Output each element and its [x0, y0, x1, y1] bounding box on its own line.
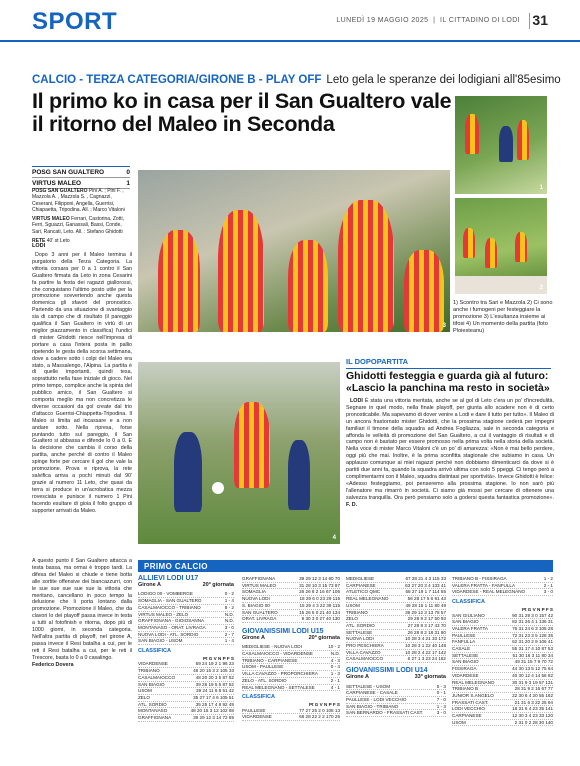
- team-name: TRIBIANO B - FISSIRAGA: [452, 576, 507, 581]
- team-name: VIDARDENSE: [138, 661, 168, 667]
- article-body: Dopo 3 anni per il Maleo termina il purgatorio della Terza Categoria. La vittoria corsara per 0 a 1 contro il San Gualtero firmata da Leto in zona Cesarini fa partire la festa dei ragazzi giallorossi, che conquistano l'ultimo posto utile per la promozione sovvertendo anche questa domenica gli sfavori del pronostico. Partendo da una situazione di svantaggio sia di campo che di risultato (il pareggio qualifica il San Gualtero in virtù di un miglior piazzamento in classifica) l'undici di mister Ghidotti riesce nell'impresa di portare a casa l'intera posta in pallio ripetendo le gesta della scorsa settimana, dove a cadere sotto i colpi del Maleo era stato, a Massalengo, l'Alpina. La partita è di quelle importanti, quindi tesa, soprattutto nella fase iniziale di gioco. Nel primo tempo, complice anche la spinta del pubblico amico, il San Gualtero si comporta meglio ma non concretizza le diverse occasioni da gol create dal trio d'attacco Guerrisi-Chiappetta-Tripodina. Il Maleo si limita ad incassare e a non andare sotto. Nella ripresa, forse puntando tutto sul pareggio, il San Gualtero si abbassa e difende lo 0 a 0. E la decisione che cambia il corso della partita, anche perché di contro il Maleo spinge forte per cercare il gol che vale la promozione. Prova e riprova, la rete salvifica arriva a pochi minuti dal 90' grazie al numero 11 Leto, che quasi da terra si produce in un'acrobatica mezza rovesciata e punisce il numero 1 Pini facendo esultare di gioia il folto gruppo di supporter arrivati da Maleo.: [32, 252, 132, 514]
- result-row: [242, 671, 340, 678]
- standings-title: CLASSIFICA: [452, 599, 485, 606]
- girone-line: [346, 675, 446, 681]
- standings-head: Pt G V N P F S: [308, 701, 340, 707]
- values: 48 20 15 3 12 102 68: [190, 708, 234, 714]
- standing-row: [452, 720, 553, 727]
- standing-row: [242, 610, 340, 617]
- team-name: SAN BIAGIO: [452, 659, 479, 665]
- result-row: [138, 612, 234, 619]
- team-name: MONTANASO: [138, 708, 168, 714]
- primo-calcio-bar: PRIMO CALCIO: [138, 560, 553, 572]
- values: 22 30 6 4 20 55 162: [512, 692, 553, 698]
- standing-row: [346, 623, 446, 630]
- standing-row: [452, 646, 553, 653]
- values: 82 31 26 4 1 136 31: [512, 619, 553, 625]
- team-name: SETTALESE: [346, 629, 373, 635]
- team-name: GRAFFIGNANA: [242, 576, 276, 581]
- standing-row: [452, 653, 553, 660]
- standing-row: [242, 589, 340, 596]
- values: 12 30 3 4 23 33 120: [512, 713, 553, 719]
- result-row: [242, 658, 340, 665]
- values: 1 - 4: [224, 598, 234, 604]
- values: 55 31 17 4 10 87 53: [512, 646, 553, 652]
- side-headline: Ghidotti festeggia e guarda già al futuro: «Lascio la panchina ma resto in società»: [346, 370, 550, 394]
- team-name: SETTALESE - USOM: [346, 683, 391, 689]
- results-col-2: [242, 576, 340, 721]
- team-name: SOMAGLIA: [242, 589, 266, 595]
- team-name: NUOVA LODI - ATL. SORDIO: [138, 631, 199, 637]
- values: 26 28 8 2 18 31 80: [407, 629, 446, 635]
- side-body: LODI È stata una vittoria meritata, anche se al gol di Leto c'era un po' d'incredulità. Segnare in quel modo, nella finale playoff, per giunta allo scadere non è di certo pronosticabile. Ma sapevamo di dover venire a Lodi e dare il tutto per tutto». Il Maleo di un ancora frastornato mister Ghidotti, che la prossima stagione cederà per impegni familiari il timone della squadra ad Andrea Fogliazza, sale in seconda categoria e affonda le velleità di promozione del San Gualtero, a cui il vantaggio di risultati e di campo non è bastato per essere promosso nella prima volta nella storia della società. Nella voce di mister Marco Vitaloni c'è un po' di amarezza: «Non è mai bello perdere, oggi più che mai. Inoltre, è la prima sconfitta stagionale che subiamo in casa. Un applauso comunque ai miei ragazzi perché non dobbiamo dimenticarci da dove si è partiti due anni fa, quando la squadra arrivò ultima con solo 5 ppeggi. Ci tengo però a complimentarmi con il Maleo, squadra distintasi per sportività». Invece Ghidotti è felice: «Adesso festeggiamo, poi penseremo alla prossima stagione. Io non sarò più l'allenatore ma rimarrò in società. Ci siamo già mossi per cercare di ottenere una salvezza tranquilla. Ora però pensiamo solo a godersi questa fantastica promozione». F. D.: [346, 398, 555, 508]
- section-title: SPORT: [32, 8, 118, 35]
- values: 0 - 4: [330, 664, 340, 670]
- team-name: CARPIANESE: [346, 582, 376, 588]
- values: 63 27 20 3 4 133 41: [405, 582, 446, 588]
- team-name: CASALMAIOCCO: [346, 656, 384, 662]
- result-row: [138, 625, 234, 632]
- standings-head: Pt G V N P F S: [521, 606, 553, 612]
- team-name: VILLA CAVAZZO: [346, 649, 381, 655]
- dateline: LODI: [32, 243, 46, 249]
- standings-head: Pt G V N P F S: [202, 655, 234, 661]
- values: 0 - 1: [436, 690, 446, 696]
- values: 68 28 22 2 2 170 26: [299, 714, 340, 720]
- values: 76 31 24 6 3 105 28: [512, 625, 553, 631]
- standing-row: [138, 675, 234, 682]
- values: 4 - 1: [330, 684, 340, 690]
- standing-row: [452, 659, 553, 666]
- standing-row: [452, 619, 553, 626]
- values: 10 28 3 4 21 33 172: [405, 636, 446, 642]
- result-row: [242, 664, 340, 671]
- team-name: LODIGO 00 - VOMBERGE: [138, 591, 193, 597]
- team-name: VIRTUS MALEO - ZELO: [138, 611, 189, 617]
- girone: Girone A: [346, 673, 370, 680]
- standing-row: [346, 643, 446, 650]
- standing-row: [242, 708, 340, 715]
- values: 30 31 9 3 19 57 131: [512, 679, 553, 685]
- result-row: [138, 632, 234, 639]
- team-name: PRO PESCHIERA: [346, 643, 384, 649]
- girone: Girone A: [138, 581, 162, 588]
- team-name: USOM: [346, 602, 360, 608]
- team-name: FISSIRAGA: [452, 666, 477, 672]
- values: 1 - 3: [436, 703, 446, 709]
- values: 58 27 19 1 7 114 55: [405, 589, 446, 595]
- results-col-4: [452, 576, 553, 726]
- team-name: TRIBIANO B: [452, 686, 479, 692]
- values: 4 - 3: [330, 657, 340, 663]
- standing-row: [242, 616, 340, 623]
- values: 2 - 1: [330, 677, 340, 683]
- standing-row: [452, 633, 553, 640]
- values: 8 - 2: [224, 604, 234, 610]
- values: 21 31 6 3 22 25 94: [514, 699, 553, 705]
- values: 39 29 12 3 14 72 85: [193, 715, 234, 721]
- values: 15 29 4 3 22 38 115: [299, 602, 340, 608]
- girone: Girone A: [242, 634, 266, 641]
- team-name: ORAT. LIVRAGA: [242, 616, 277, 622]
- photo-caption: 1) Scontro tra Sari e Mazzola 2) Ci sono anche i fumogeni per festeggiare la promozione 3) L'esultanza insieme ai tifosi 4) Un momento della partita (foto Ploiesteanu): [453, 300, 553, 334]
- standing-row: [452, 713, 553, 720]
- standing-row: [452, 613, 553, 620]
- standing-row: [452, 680, 553, 687]
- values: 62 31 20 2 9 106 41: [512, 639, 553, 645]
- team-name: S. BIAGIO 00: [242, 602, 270, 608]
- standing-row: [138, 668, 234, 675]
- result-row: [346, 697, 446, 704]
- values: 48 20 20 3 5 87 52: [195, 674, 234, 680]
- standing-row: [346, 616, 446, 623]
- results-col-1: [138, 576, 234, 722]
- team-name: MEDIGLIESE - NUOVA LODI: [242, 644, 302, 650]
- values: 1 - 2: [543, 576, 553, 581]
- result-row: [346, 690, 446, 697]
- values: 90 31 29 3 0 157 42: [512, 612, 553, 618]
- team-name: REAL MELEGNANO - SETTALESE: [242, 684, 315, 690]
- values: 49 28 15 1 11 80 49: [405, 602, 446, 608]
- values: 10 - 2: [328, 644, 340, 650]
- girone-line: [138, 583, 234, 589]
- standing-row: [452, 673, 553, 680]
- values: 51 30 16 3 11 80 34: [512, 652, 553, 658]
- standing-row: [346, 636, 446, 643]
- team-name: PAULLESE: [242, 707, 266, 713]
- standing-row: [138, 688, 234, 695]
- team-name: REAL MELEGNANO: [452, 679, 495, 685]
- values: 3 - 0: [543, 589, 553, 595]
- standing-row: [242, 603, 340, 610]
- team-name: VIDARDESE: [452, 672, 479, 678]
- standing-row: [346, 583, 446, 590]
- team-name: CARPIANESE - CASALE: [346, 690, 398, 696]
- article-kicker: CALCIO - TERZA CATEGORIA/GIRONE B - PLAY OFF Leto gela le speranze dei lodigiani all'85esimo: [32, 74, 561, 86]
- values: 56 28 17 5 6 91 43: [407, 596, 446, 602]
- giornata: 20ª giornata: [202, 581, 234, 588]
- team-name: SAN BIAGIO - USOM: [138, 638, 183, 644]
- team-name: ATL. SORDIO: [346, 622, 375, 628]
- values: 67 28 21 4 3 115 33: [405, 576, 446, 581]
- team-name: GRAFFIGNANA: [138, 715, 172, 721]
- issue-date: LUNEDÌ 19 MAGGIO 2025 | IL CITTADINO DI LODI: [336, 17, 520, 24]
- values: 29 28 9 2 17 50 93: [407, 616, 446, 622]
- values: 15 26 5 0 21 40 134: [299, 609, 340, 615]
- team-name: ATLETICO QMC: [346, 589, 381, 595]
- result-row: [346, 704, 446, 711]
- values: 1 - 4: [224, 638, 234, 644]
- values: 1 - 3: [330, 671, 340, 677]
- result-row: [452, 583, 553, 590]
- team-name: VIDARDESE - REAL MELEGNANO: [452, 589, 526, 595]
- values: 7 - 0: [436, 696, 446, 702]
- standing-row: [452, 706, 553, 713]
- team-name: USOM - PAULLESE: [242, 664, 284, 670]
- team-name: SETTALESE: [452, 652, 479, 658]
- team-name: CASALMAIOCCO - TRIBIANO: [138, 604, 201, 610]
- standing-row: [346, 576, 446, 583]
- standing-row: [452, 626, 553, 633]
- values: 48 20 15 3 2 105 33: [193, 668, 234, 674]
- team-name: VALERA FRATTA: [452, 625, 488, 631]
- values: 40 30 12 4 14 58 82: [512, 672, 553, 678]
- standing-row: [452, 666, 553, 673]
- standing-row: [346, 610, 446, 617]
- team-name: MEDIGLIESE: [346, 576, 375, 581]
- values: 2 - 1: [543, 582, 553, 588]
- team-name: ATL. SORDIO: [138, 701, 167, 707]
- values: 18 29 6 0 23 29 115: [299, 596, 340, 602]
- values: 59 24 19 2 1 96 23: [195, 661, 234, 667]
- result-row: [138, 638, 234, 645]
- team-name: VALERA FRATTA - FANFULLA: [452, 582, 516, 588]
- values: 18 31 6 4 23 35 141: [512, 706, 553, 712]
- standing-row: [138, 661, 234, 668]
- values: 49 31 15 7 9 70 72: [514, 659, 553, 665]
- result-row: [242, 685, 340, 692]
- girone-line: [242, 636, 340, 642]
- standing-row: [242, 596, 340, 603]
- team-name: SAN GIULIANO: [452, 612, 485, 618]
- page-header: [0, 0, 580, 42]
- values: N.D.: [224, 611, 234, 617]
- team-name: FANFULLA: [452, 639, 476, 645]
- team-name: PAULLESE: [452, 632, 476, 638]
- category-title: ALLIEVI LODI U17: [138, 575, 199, 582]
- page-number: 31: [532, 12, 548, 28]
- standing-row: [242, 583, 340, 590]
- team-name: VIRTUS MALEO: [242, 582, 277, 588]
- values: 0 - 2: [224, 591, 234, 597]
- team-name: NUOVA LODI: [346, 636, 374, 642]
- result-row: [242, 644, 340, 651]
- standings-title: CLASSIFICA: [242, 694, 275, 701]
- values: 27 28 8 3 17 43 70: [407, 622, 446, 628]
- standing-row: [346, 589, 446, 596]
- team-name: SAN BIAGIO: [138, 681, 165, 687]
- team-name: ZELO: [138, 694, 150, 700]
- team-name: SAN BIAGIO: [452, 619, 479, 625]
- standing-row: [242, 714, 340, 721]
- standing-row: [452, 686, 553, 693]
- photo-3: 3: [138, 170, 450, 332]
- values: 35 27 17 4 6 105 51: [193, 694, 234, 700]
- team-name: TRIBIANO - CARPIANESE: [242, 657, 298, 663]
- team-name: VIDARDENSE: [242, 714, 272, 720]
- values: N.D.: [224, 618, 234, 624]
- team-name: CARPIANESE: [452, 713, 482, 719]
- article-body-cont: A questo punto il San Gualtero attacca a testa bassa, ma ormai è troppo tardi. La difesa del Maleo si chiude e tiene botta alle sortite offensive dei biancazzurri, con le sue sue sue sue sue la vittoria che meritano, cancellano in poco tempo la delusione che li porta lontano dalla promozione. Promozione il Maleo, che da clavori lo dei playoff passa invece in testa a tutti al fotofinish e ritorna, dopo più di 1000 giorni, in seconda categoria. Nell'altra partita di playoff, nel girone A, passa invece il Resi batalha a cui, per le reti il Resi batalha a cui, per le reti il Trescore, basta lo 0 a 0 casalingo. Federico Dovera: [32, 558, 132, 668]
- values: 44 30 13 5 12 75 64: [512, 666, 553, 672]
- team-name: REAL MELEGNANO: [346, 596, 389, 602]
- team-name: USOM: [452, 719, 466, 725]
- category-title: GIOVANISSIMI LODI U15: [242, 627, 324, 635]
- result-row: [346, 684, 446, 691]
- team-name: TRIBIANO: [346, 609, 368, 615]
- result-row: [242, 678, 340, 685]
- standing-row: [346, 596, 446, 603]
- values: 35 25 17 4 8 92 49: [195, 701, 234, 707]
- team-name: CASALMAIOCCO: [138, 674, 176, 680]
- team-name: CASALE: [452, 646, 471, 652]
- values: 2 31 0 2 28 30 140: [514, 719, 553, 725]
- lineups: POSG SAN GUALTERO Pini A. ; Pini F. , Mazzola A. , Mazzola S. , Cagnazzi, Ceserani, Filipponi, Angella, Guerrisi, Chiapaetta, Tripodina. All. : Marco Vitaloni VIRTUS MALEO Ferrari, Castorina, Zotti, Ferri, Sguazzi, Ganassali, Bassi, Conde, Sari, Rancati, Leto. All. : Stefano Ghidotti RETE 40' st Leto: [32, 188, 125, 245]
- standing-row: [346, 603, 446, 610]
- values: 3 - 0: [224, 624, 234, 630]
- values: 26 26 8 2 16 67 106: [299, 589, 340, 595]
- standing-row: [452, 693, 553, 700]
- team-name: PAULLESE - LODI VECCHIO: [346, 696, 407, 702]
- standing-row: [138, 708, 234, 715]
- results-col-3: [346, 576, 446, 717]
- result-row: [242, 651, 340, 658]
- values: 39 29 12 3 13 78 57: [405, 609, 446, 615]
- team-name: GRAFFIGNANA - GIOIOSANNA: [138, 618, 205, 624]
- values: 39 24 11 6 8 51 42: [196, 688, 234, 694]
- result-row: [138, 598, 234, 605]
- team-name: ZELO - ATL. SORDIO: [242, 677, 287, 683]
- standing-row: [138, 695, 234, 702]
- team-name: CASALMAIOCCO - VIDARDENSE: [242, 651, 313, 657]
- standing-row: [452, 639, 553, 646]
- team-name: TRIBIANO: [138, 668, 160, 674]
- result-row: [346, 710, 446, 717]
- team-name: ZELO: [346, 616, 358, 622]
- standing-row: [346, 656, 446, 663]
- team-name: VILLA CAVAZZO - PROPORCHIERA: [242, 671, 318, 677]
- values: 28 31 9 2 16 67 77: [514, 686, 553, 692]
- giornata: 20ª giornata: [308, 634, 340, 641]
- values: 6 27 1 3 23 24 162: [407, 656, 446, 662]
- standing-row: [138, 715, 234, 722]
- score-box: POSG SAN GUALTERO 0 VIRTUS MALEO 1: [32, 166, 130, 189]
- values: 39 29 12 3 14 60 70: [299, 576, 340, 581]
- photo-4: 4: [138, 362, 340, 544]
- result-row: [452, 589, 553, 596]
- values: 77 27 25 2 0 108 13: [299, 707, 340, 713]
- team-name: JUNIOR S.ANGELO: [452, 692, 494, 698]
- standing-row: [452, 700, 553, 707]
- photo-1: 1: [455, 96, 547, 194]
- standing-row: [138, 702, 234, 709]
- article-headline: Il primo ko in casa per il San Gualtero vale il ritorno del Maleo in Seconda: [32, 89, 452, 136]
- result-row: [452, 576, 553, 583]
- giornata: 33ª giornata: [414, 673, 446, 680]
- values: 31 28 10 3 15 73 87: [299, 582, 340, 588]
- values: 39 28 19 5 5 87 52: [195, 681, 234, 687]
- standing-row: [346, 630, 446, 637]
- team-name: FRASSATI CAST.: [452, 699, 489, 705]
- side-tag: IL DOPOPARTITA: [346, 357, 551, 369]
- values: 72 31 23 3 5 128 35: [512, 632, 553, 638]
- team-name: SAN BIAGIO - TRIBIANO: [346, 703, 399, 709]
- values: 10 28 2 4 22 17 142: [405, 649, 446, 655]
- values: 10 28 3 1 22 40 148: [405, 643, 446, 649]
- team-name: SOMAGLIA - SAN GUALTERO: [138, 598, 202, 604]
- team-name: LODI VECCHIO: [452, 706, 485, 712]
- team-name: USOM: [138, 688, 152, 694]
- values: 5 - 3: [436, 683, 446, 689]
- standings-title: CLASSIFICA: [138, 648, 171, 655]
- standing-row: [346, 650, 446, 657]
- result-row: [138, 605, 234, 612]
- result-row: [138, 618, 234, 625]
- values: 9 30 3 0 27 40 130: [301, 616, 340, 622]
- values: 2 - 7: [224, 631, 234, 637]
- result-row: [138, 591, 234, 598]
- values: 3 - 0: [436, 710, 446, 716]
- team-name: MONTANASO - ORAT. LIVRAGA: [138, 624, 206, 630]
- values: N.D.: [330, 651, 340, 657]
- standing-row: [138, 682, 234, 689]
- team-name: SAN GUALTERO: [242, 609, 278, 615]
- photo-2: 2: [455, 198, 547, 294]
- category-title: GIOVANISSIMI LODI U14: [346, 667, 428, 675]
- team-name: NUOVA LODI: [242, 596, 270, 602]
- team-name: SAN BERNARDO - FRASSATI CAST.: [346, 710, 424, 716]
- standing-row: [242, 576, 340, 583]
